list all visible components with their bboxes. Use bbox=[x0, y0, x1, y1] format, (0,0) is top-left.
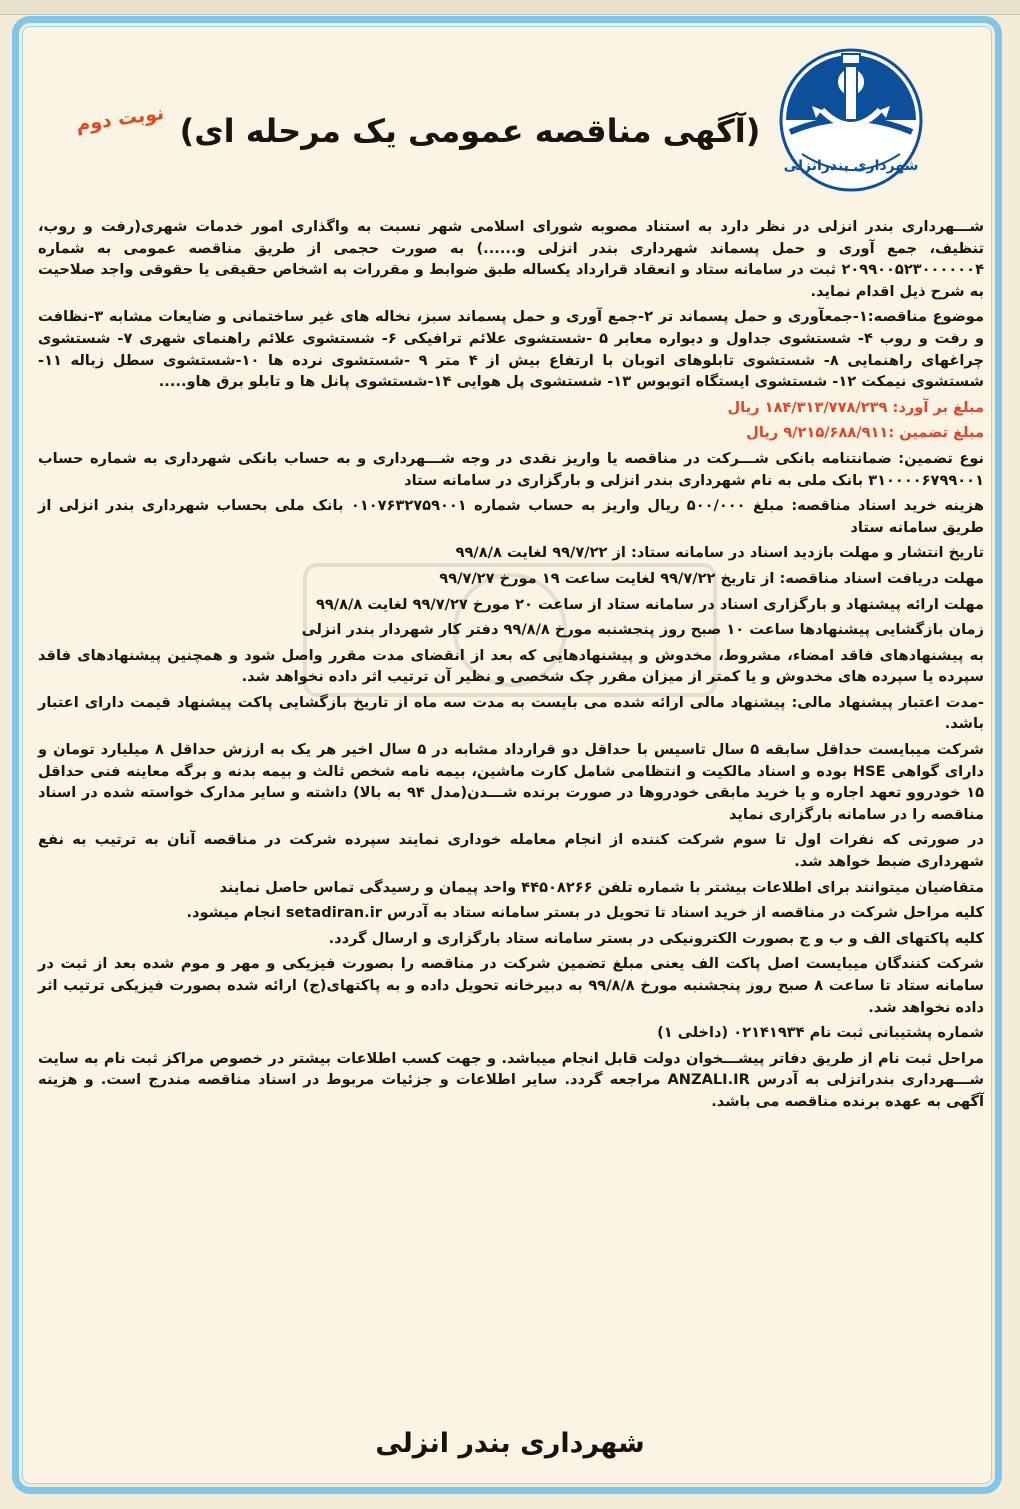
logo-text: شهرداری بندرانزلی bbox=[783, 158, 919, 174]
top-strip bbox=[0, 0, 1020, 15]
submit-deadline-line: مهلت ارائه پیشنهاد و بارگزاری اسناد در سامانه ستاد از ساعت ۲۰ مورخ ۹۹/۷/۲۷ لغایت ۹۹/۸/۸ bbox=[315, 595, 984, 613]
intro-paragraph: شـــهرداری بندر انزلی در نظر دارد به استناد مصوبه شورای اسلامی شهر نسبت به واگذاری امور خدمات شهری(رفت و روب، تنظیف، جمع آوری و حمل پسماند شهرداری بندر انزلی و......) به صورت حجمی از طریق مناقصه عمومی به شماره ۲۰۹۹۰۰۵۲۳۰۰۰۰۰۰۴ ثبت در سامانه ستاد و انعقاد قرارداد یکساله طبق ضوابط و مقررات به اشخاص حقیقی یا حقوقی واجد صلاحیت به شرح ذیل اقدام نماید. bbox=[38, 218, 984, 300]
requirements-paragraph: شرکت میبایست حداقل سابقه ۵ سال تاسیس با حداقل دو قرارداد مشابه در ۵ سال اخیر هر یک به ارزش حداقل ۸ میلیارد تومان و دارای گواهی HSE بوده و اسناد مالکیت و انتظامی شامل کارت ماشین، بیمه نامه شخص ثالث و بیمه بدنه و برگه معاینه فنی حداقل ۱۵ خودروو تعهد اجاره و یا خرید مابقی خودروها در صورت برنده شـــدن(مدل ۹۴ به بالا) داشته و سایر مدارک خواسته شده در اسناد مناقصه را در سامانه بارگزاری نماید bbox=[38, 741, 985, 823]
registration-paragraph: مراحل ثبت نام از طریق دفاتر پیشـــخوان دولت قابل انجام میباشد. و جهت کسب اطلاعات بیشتر در خصوص مراکز ثبت نام به سایت شـــهرداری بندرانزلی به آدرس ANZALI.IR مراجعه گردد. سایر اطلاعات و جزئیات مربوط در اسناد مناقصه مندرج است. و هزینه آگهی به عهده برنده مناقصه می باشد. bbox=[38, 1049, 984, 1110]
municipality-logo-icon bbox=[772, 36, 930, 196]
subject-paragraph: موضوع مناقصه:۱-جمعآوری و حمل پسماند تر ۲-جمع آوری و حمل پسماند سبز، نخاله های غیر ساختمانی و ضایعات مشابه ۳-نظافت و رفت و روب ۴- شستشوی جداول و دیواره معابر ۵ -شستشوی علائم ترافیکی ۶- شستشوی علائم راهنمای شهری ۷- شستشوی چراغهای راهنمایی ۸- شستشوی تابلوهای اتوبان با ارتفاع بیش از ۴ متر ۹ -شستشوی نرده ها ۱۰-شستشوی سطل زباله ۱۱-شستشوی نیمکت ۱۲- شستشوی ایستگاه اتوبوس ۱۳- شستشوی پل هوایی ۱۴-شستشوی پانل ها و تابلو برق هاو..... bbox=[38, 308, 985, 391]
guarantee-amount-line: مبلغ تضمین :۹/۲۱۵/۶۸۸/۹۱۱ ریال bbox=[746, 424, 984, 442]
page-title: (آگهی مناقصه عمومی یک مرحله ای) bbox=[179, 112, 761, 150]
publish-date-line: تاریخ انتشار و مهلت بازدید اسناد در سامانه ستاد: از ۹۹/۷/۲۲ لغایت ۹۹/۸/۸ bbox=[455, 544, 984, 562]
opening-line: زمان بازگشایی پیشنهادها ساعت ۱۰ صبح روز پنجشنبه مورخ ۹۹/۸/۸ دفتر کار شهردار بندر انزلی bbox=[301, 621, 984, 639]
doc-fee-paragraph: هزینه خرید اسناد مناقصه: مبلغ ۵۰۰/۰۰۰ ریال واریز به حساب شماره ۰۱۰۷۶۳۲۷۵۹۰۰۱ بانک ملی بحساب شهرداری بندر انزلی از طریق سامانه ستاد bbox=[38, 497, 984, 536]
rejection-paragraph: به پیشنهادهای فاقد امضاء، مشروط، مخدوش و پیشنهادهایی که بعد از انقضای مدت مقرر واصل شود و همچنین پیشنهادهای فاقد سپرده یا سپرده های مخدوش و یا کمتر از میزان مقرر چک شخصی و نظیر آن ترتیب اثر داده نخواهد شد. bbox=[38, 646, 984, 686]
validity-paragraph: -مدت اعتبار پیشنهاد مالی: پیشنهاد مالی ارائه شده می بایست به مدت سه ماه از تاریخ بازگشایی پاکت پیشنهاد قیمت دارای اعتبار باشد. bbox=[38, 693, 984, 733]
receive-deadline-line: مهلت دریافت اسناد مناقصه: از تاریخ ۹۹/۷/۲۲ لغایت ساعت ۱۹ مورخ ۹۹/۷/۲۷ bbox=[439, 569, 984, 587]
contact-line: متقاضیان میتوانند برای اطلاعات بیشتر با شماره تلفن ۴۴۵۰۸۲۶۶ واحد پیمان و رسیدگی تماس حاصل نمایند bbox=[219, 878, 984, 896]
process-line: کلیه مراحل شرکت در مناقصه از خرید اسناد تا تحویل در بستر سامانه ستاد به آدرس setadiran.ir انجام میشود. bbox=[186, 904, 984, 922]
estimate-line: مبلغ بر آورد: ۱۸۴/۳۱۳/۷۷۸/۲۳۹ ریال bbox=[727, 398, 984, 416]
forfeit-paragraph: در صورتی که نفرات اول تا سوم شرکت کننده از انجام معامله خوداری نمایند سپرده شرکت در مناقصه آنان به ترتیب به نفع شهرداری ضبط خواهد شد. bbox=[38, 831, 984, 871]
physical-delivery-paragraph: شرکت کنندگان میبایست اصل پاکت الف یعنی مبلغ تضمین شرکت در مناقصه را بصورت فیزیکی و مهر و موم شده بعد از ثبت در سامانه ستاد تا ساعت ۸ صبح روز پنجشنبه مورخ ۹۹/۸/۸ به دبیرخانه تحویل داده و به پاکتهای(ج) ارائه شده بصورت فیزیکی ترتیب اثر داده نخواهد شد. bbox=[38, 955, 984, 1016]
signature: شهرداری بندر انزلی bbox=[375, 1428, 645, 1459]
guarantee-type-paragraph: نوع تضمین: ضمانتنامه بانکی شـــرکت در مناقصه یا واریز نقدی در وجه شـــهرداری و به حساب بانکی شهرداری به شماره حساب ۳۱۰۰۰۰۶۷۹۹۰۰۱ بانک ملی به نام شهرداری بندر انزلی و بارگزاری در سامانه ستاد bbox=[38, 449, 984, 489]
envelopes-line: کلیه پاکتهای الف و ب و ج بصورت الکترونیکی در بستر سامانه ستاد بارگزاری و ارسال گردد. bbox=[328, 929, 984, 947]
round-badge: نوبت دوم bbox=[74, 101, 166, 137]
ad-body bbox=[38, 216, 984, 1117]
support-line: شماره پشتیبانی ثبت نام ۰۲۱۴۱۹۳۴ (داخلی ۱) bbox=[657, 1024, 984, 1042]
